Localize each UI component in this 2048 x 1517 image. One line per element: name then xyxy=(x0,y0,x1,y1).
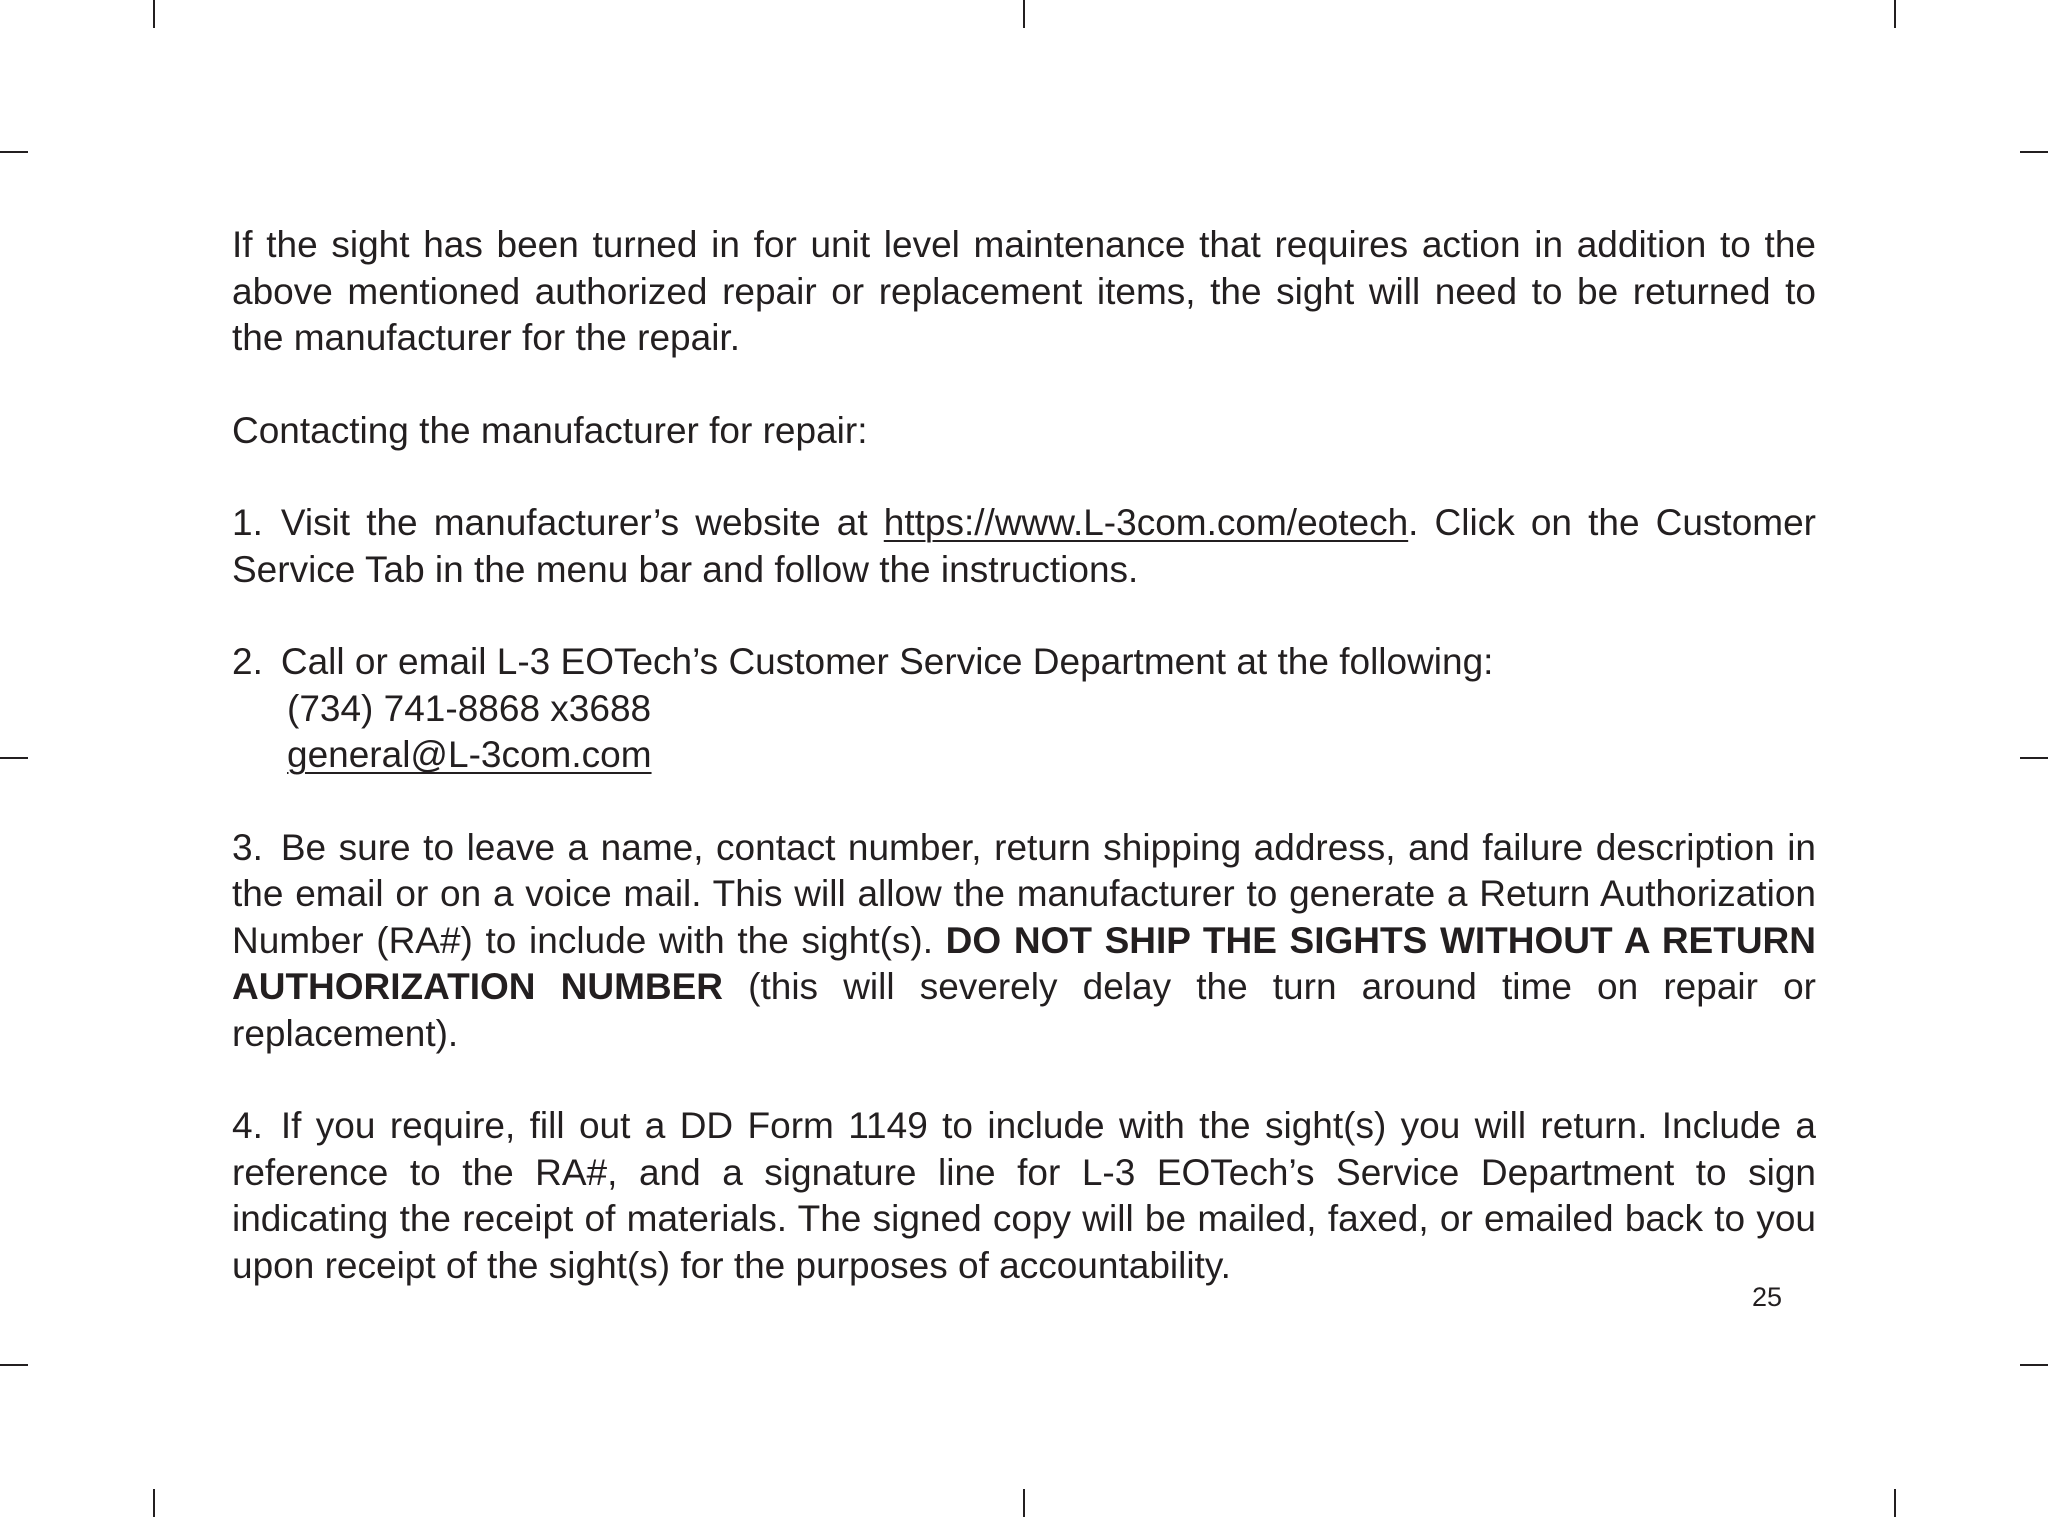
page-content xyxy=(232,222,1816,1335)
step-3 xyxy=(232,825,1816,1058)
crop-mark-right-lower xyxy=(2020,1364,2048,1366)
step-2 xyxy=(232,639,1816,779)
email-link[interactable]: general@L-3com.com xyxy=(287,734,652,775)
contact-heading: Contacting the manufacturer for repair: xyxy=(232,409,868,451)
crop-mark-top-right xyxy=(1894,0,1896,28)
step-1-text-after: . Click on the Customer Service Tab in the menu bar and follow the instructions. xyxy=(232,502,1816,590)
crop-mark-right-middle xyxy=(2020,757,2048,759)
step-3-text-before: Be sure to leave a name, contact number, return shipping address, and failure description in the email or on a voice mail. This will allow the manufacturer to generate a Return Authorization Number (RA#) to include with the sight(s). xyxy=(232,826,1816,961)
step-3-text-after: (this will severely delay the turn around time on repair or replacement). xyxy=(232,966,1816,1054)
crop-mark-bottom-center xyxy=(1023,1489,1025,1517)
crop-mark-top-center xyxy=(1023,0,1025,28)
step-4-number: 4. xyxy=(232,1105,263,1146)
step-1-number: 1. xyxy=(232,502,263,543)
step-2-line xyxy=(232,639,1816,686)
step-2-number: 2. xyxy=(232,641,263,682)
crop-mark-top-left xyxy=(153,0,155,28)
warning-text: DO NOT SHIP THE SIGHTS WITHOUT A RETURN AUTHORIZATION NUMBER xyxy=(232,919,1816,1007)
step-1-text-before: Visit the manufacturer’s website at xyxy=(280,502,884,543)
crop-mark-left-upper xyxy=(0,151,28,153)
step-1 xyxy=(232,500,1816,593)
crop-mark-right-upper xyxy=(2020,151,2048,153)
step-3-number: 3. xyxy=(232,826,263,868)
intro-paragraph: If the sight has been turned in for unit level maintenance that requires action in addition to the above mentioned authorized repair or replacement items, the sight will need to be returned to the manufacturer for the repair. xyxy=(232,224,1816,358)
crop-mark-left-middle xyxy=(0,757,28,759)
website-link[interactable]: https://www.L-3com.com/eotech xyxy=(883,502,1409,543)
step-4 xyxy=(232,1103,1816,1289)
step-2-text: Call or email L-3 EOTech’s Customer Service Department at the following: xyxy=(280,641,1494,682)
phone-number: (734) 741-8868 x3688 xyxy=(287,687,652,729)
crop-mark-left-lower xyxy=(0,1364,28,1366)
step-4-text: If you require, fill out a DD Form 1149 to include with the sight(s) you will return. Include a reference to the RA#, and a signature line for L-3 EOTech’s Service Department to sign indicating the receipt of materials. The signed copy will be mailed, faxed, or emailed back to you upon receipt of the sight(s) for the purposes of accountability. xyxy=(232,1105,1816,1286)
crop-mark-bottom-right xyxy=(1894,1489,1896,1517)
page-number: 25 xyxy=(1752,1282,1783,1312)
email-line xyxy=(232,732,1816,779)
crop-mark-bottom-left xyxy=(153,1489,155,1517)
